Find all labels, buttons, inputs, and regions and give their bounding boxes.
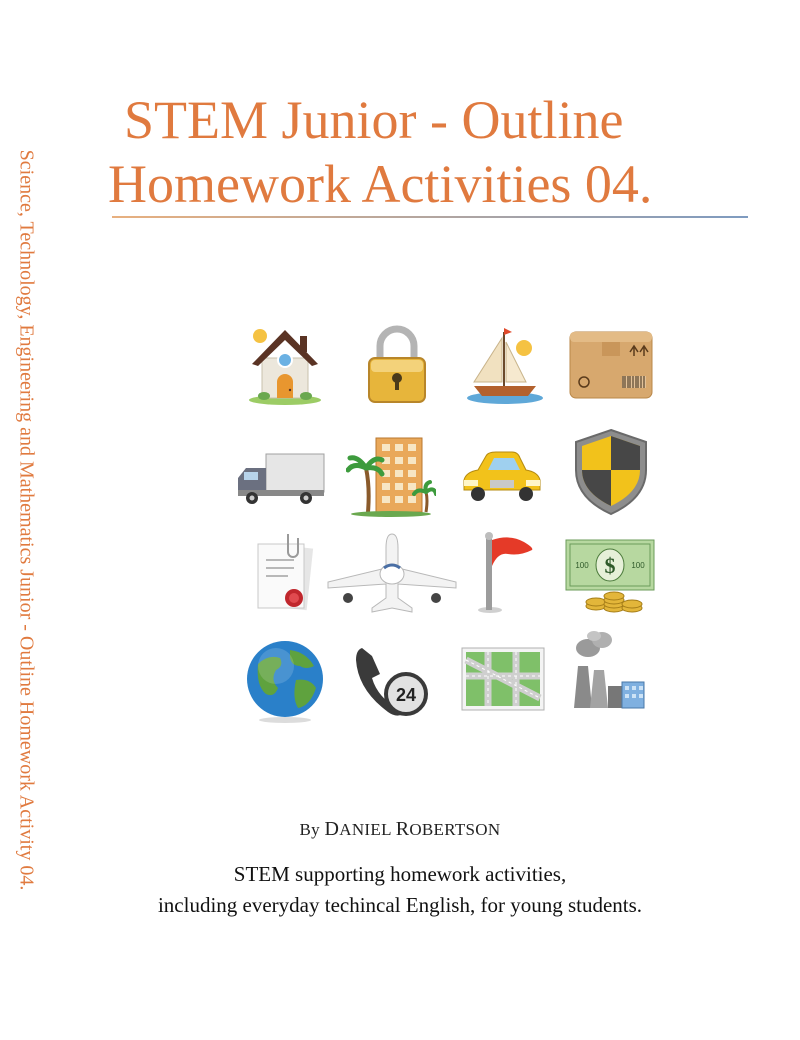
cardboard-box-icon [566, 318, 656, 408]
shield-icon [566, 426, 656, 516]
delivery-truck-icon [236, 432, 326, 522]
tagline-line-1: STEM supporting homework activities, [233, 862, 567, 886]
road-map-icon [458, 636, 548, 726]
author-prefix: By [299, 820, 320, 839]
banknote-left-label: 100 [575, 561, 589, 570]
certificate-document-icon [240, 528, 330, 618]
airplane-icon [324, 528, 460, 618]
sailboat-icon [460, 318, 550, 408]
phone-24-icon [348, 636, 438, 726]
taxi-car-icon [456, 432, 546, 522]
author-first-rest: ANIEL [339, 820, 392, 839]
title-line-2: Homework Activities 04. [108, 154, 653, 214]
phone-badge-text: 24 [395, 685, 417, 705]
svg-text:$: $ [604, 553, 616, 578]
title-divider [112, 216, 748, 218]
spine-text: Science, Technology, Engineering and Mathematics Junior - Outline Homework Activity 04. [15, 149, 38, 891]
hotel-palm-icon [346, 432, 436, 522]
red-flag-icon [468, 528, 558, 618]
house-icon [240, 318, 330, 408]
author-first-initial: D [324, 818, 340, 840]
banknote-right-label: 100 [631, 561, 645, 570]
tagline-line-2: including everyday techincal English, for young students. [157, 893, 643, 917]
author-byline [0, 818, 800, 841]
money-coins-icon [562, 534, 658, 624]
globe-icon [240, 636, 330, 726]
factory-icon [564, 626, 654, 716]
title-line-1: STEM Junior - Outline [124, 90, 624, 150]
author-last-initial: R [395, 818, 410, 840]
padlock-icon [352, 318, 442, 408]
author-last-rest: OBERTSON [409, 820, 501, 839]
